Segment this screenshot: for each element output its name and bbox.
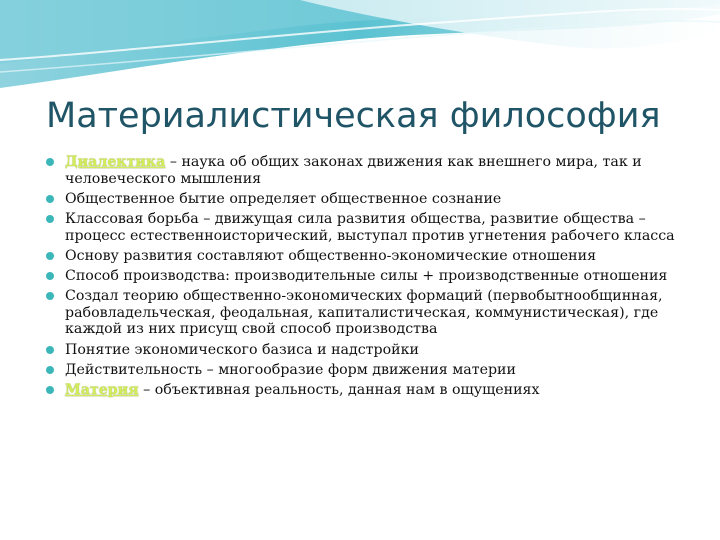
keyword-link[interactable]: Диалектика — [65, 154, 166, 170]
bullet-list — [44, 154, 694, 402]
bullet-text: Способ производства: производительные силы + производственные отношения — [65, 267, 668, 284]
bullet-text: Классовая борьба – движущая сила развития общества, развитие общества – процесс естественноисторический, выступал против угнетения рабочего класса — [65, 210, 675, 244]
bullet-text: – наука об общих законах движения как внешнего мира, так и человеческого мышления — [65, 154, 642, 187]
bullet-item — [44, 191, 694, 208]
bullet-dot-icon — [46, 195, 54, 203]
bullet-text: – объективная реальность, данная нам в ощущениях — [138, 381, 540, 398]
bullet-dot-icon — [46, 158, 54, 166]
bullet-dot-icon — [46, 215, 54, 223]
bullet-text: Понятие экономического базиса и надстройки — [65, 341, 419, 358]
bullet-dot-icon — [46, 252, 54, 260]
bullet-item — [44, 268, 694, 285]
bullet-item — [44, 211, 694, 244]
bullet-item — [44, 382, 694, 399]
bullet-dot-icon — [46, 366, 54, 374]
bullet-dot-icon — [46, 386, 54, 394]
bullet-item — [44, 342, 694, 359]
keyword-link[interactable]: Материя — [65, 381, 139, 398]
bullet-text: Основу развития составляют общественно-экономические отношения — [65, 247, 597, 264]
bullet-item — [44, 154, 694, 187]
slide-title: Материалистическая философия — [46, 96, 661, 136]
bullet-item — [44, 248, 694, 265]
bullet-item — [44, 362, 694, 379]
bullet-item — [44, 288, 694, 338]
bullet-text: Действительность – многообразие форм движения материи — [65, 361, 516, 378]
bullet-dot-icon — [46, 272, 54, 280]
bullet-dot-icon — [46, 292, 54, 300]
bullet-text: Общественное бытие определяет общественное сознание — [65, 190, 502, 207]
bullet-dot-icon — [46, 346, 54, 354]
header-wave-decoration — [0, 0, 720, 90]
bullet-text: Создал теорию общественно-экономических формаций (первобытнообщинная, рабовладельческая, феодальная, капиталистическая, коммунистическая), где каждой из них присущ свой способ производства — [65, 288, 663, 338]
